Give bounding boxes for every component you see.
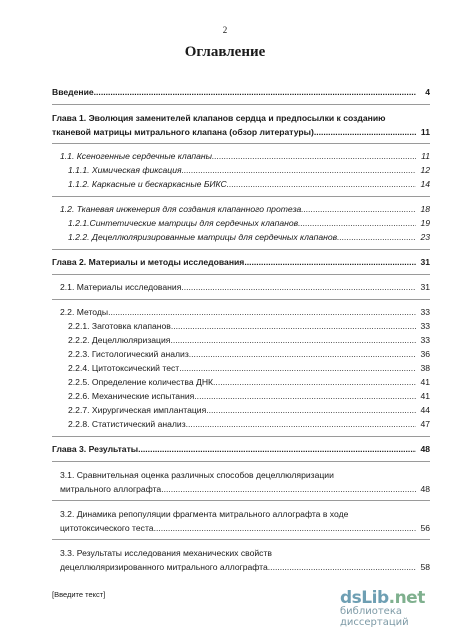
toc-page-number: 31	[420, 282, 430, 292]
toc-page-number: 12	[420, 165, 430, 175]
toc-leader-dots	[154, 521, 416, 535]
watermark-logo	[340, 588, 445, 628]
toc-page-number: 18	[420, 204, 430, 214]
toc-leader-dots	[189, 348, 416, 361]
toc-entry-text: 1.2. Тканевая инженерия для создания клапанного протеза	[60, 204, 302, 214]
toc-leader-dots	[182, 164, 416, 177]
toc-page-number: 48	[420, 444, 430, 454]
toc-page-number: 11	[421, 151, 430, 161]
toc-page-number: 33	[420, 335, 430, 345]
toc-entry[interactable]	[52, 256, 430, 270]
toc-entry[interactable]	[52, 418, 430, 432]
toc-leader-dots	[301, 203, 416, 216]
toc-entry[interactable]	[52, 376, 430, 390]
toc-entry[interactable]	[52, 468, 430, 496]
toc-leader-dots	[179, 362, 416, 375]
section-divider	[52, 196, 430, 197]
section-divider	[52, 104, 430, 105]
toc-page-number: 33	[420, 307, 430, 317]
toc-entry-text: 3.3. Результаты исследования механических свойств	[60, 548, 272, 558]
toc-page-number: 31	[420, 257, 430, 267]
toc-leader-dots	[337, 231, 416, 244]
toc-entry-text: 2.2.8. Статистический анализ	[68, 419, 186, 429]
section-divider	[52, 436, 430, 437]
toc-entry-text: Глава 3. Результаты	[52, 444, 139, 454]
toc-entry[interactable]	[52, 111, 430, 139]
toc-entry[interactable]	[52, 320, 430, 334]
toc-leader-dots	[170, 334, 416, 347]
toc-entry-text: 3.1. Сравнительная оценка различных способов децеллюляризации	[60, 470, 334, 480]
toc-page-number: 56	[420, 523, 430, 533]
watermark-subtitle: библиотека диссертаций	[340, 606, 409, 628]
toc-entry-text: 2.2.1. Заготовка клапанов	[68, 321, 171, 331]
toc-page-number: 33	[420, 321, 430, 331]
toc-page-number: 38	[420, 363, 430, 373]
section-divider	[52, 539, 430, 540]
toc-entry[interactable]	[52, 86, 430, 100]
toc-leader-dots	[161, 482, 416, 496]
toc-leader-dots	[268, 560, 416, 574]
toc-entry[interactable]	[52, 150, 430, 164]
toc-entry-text: 3.2. Динамика репопуляции фрагмента митрального аллографта в ходе	[60, 509, 349, 519]
toc-page-number: 36	[420, 349, 430, 359]
page-title: Оглавление	[184, 44, 266, 60]
toc-leader-dots	[212, 150, 416, 163]
toc-entry-text: 2.2.6. Механические испытания	[68, 391, 195, 401]
toc-entry-text-continued: тканевой матрицы митрального клапана (обзор литературы)	[52, 127, 314, 137]
toc-entry-text: 2.2.7. Хирургическая имплантация	[68, 405, 207, 415]
toc-leader-dots	[138, 443, 416, 456]
toc-leader-dots	[213, 376, 416, 389]
toc-entry-text: 1.2.2. Децеллюляризированные матрицы для сердечных клапанов	[68, 232, 338, 242]
toc-leader-dots	[186, 418, 416, 431]
toc-entry[interactable]	[52, 362, 430, 376]
toc-entry-text: Введение	[52, 87, 94, 97]
footer-placeholder: [Введите текст]	[52, 590, 106, 599]
toc-leader-dots	[244, 256, 416, 269]
toc-page-number: 44	[420, 405, 430, 415]
toc-page-number: 14	[420, 179, 430, 189]
section-divider	[52, 461, 430, 462]
toc-entry[interactable]	[52, 203, 430, 217]
toc-entry[interactable]	[52, 348, 430, 362]
toc-entry[interactable]	[52, 217, 430, 231]
page-number: 2	[222, 25, 228, 35]
toc-entry-text: 2.2.2. Децеллюляризация	[68, 335, 171, 345]
toc-entry-text: 2.2.5. Определение количества ДНК	[68, 377, 214, 387]
toc-entry[interactable]	[52, 390, 430, 404]
toc-leader-dots	[206, 404, 416, 417]
watermark-logo-text: dsLib.net	[340, 588, 425, 608]
section-divider	[52, 299, 430, 300]
toc-page-number: 41	[420, 391, 430, 401]
section-divider	[52, 249, 430, 250]
toc-entry[interactable]	[52, 334, 430, 348]
toc-page-number: 58	[420, 562, 430, 572]
toc-leader-dots	[194, 390, 416, 403]
toc-entry[interactable]	[52, 281, 430, 295]
toc-entry[interactable]	[52, 231, 430, 245]
toc-entry[interactable]	[52, 546, 430, 574]
toc-page-number: 11	[420, 127, 430, 137]
toc-entry-text: 1.1.2. Каркасные и бескаркасные БИКС	[68, 179, 227, 189]
toc-page-number: 48	[420, 484, 430, 494]
toc-entry-text: 2.2.4. Цитотоксический тест	[68, 363, 180, 373]
toc-entry[interactable]	[52, 306, 430, 320]
toc-page-number: 41	[420, 377, 430, 387]
toc-entry-text: 1.1.1. Химическая фиксация	[68, 165, 182, 175]
toc-entry-text-continued: митрального аллографта	[60, 484, 162, 494]
toc-page-number: 23	[420, 232, 430, 242]
toc-entry-text: Глава 1. Эволюция заменителей клапанов сердца и предпосылки к созданию	[52, 113, 386, 123]
toc-leader-dots	[171, 320, 416, 333]
section-divider	[52, 143, 430, 144]
toc-entry[interactable]	[52, 404, 430, 418]
toc-page-number: 4	[425, 87, 430, 97]
toc-entry-text: 2.2. Методы	[60, 307, 109, 317]
toc-entry[interactable]	[52, 443, 430, 457]
section-divider	[52, 500, 430, 501]
section-divider	[52, 274, 430, 275]
toc-leader-dots	[108, 306, 416, 319]
toc-entry-text: 2.2.3. Гистологический анализ	[68, 349, 189, 359]
toc-entry[interactable]	[52, 178, 430, 192]
toc-entry[interactable]	[52, 164, 430, 178]
toc-entry-text: Глава 2. Материалы и методы исследования	[52, 257, 245, 267]
toc-entry-text: 2.1. Материалы исследования	[60, 282, 182, 292]
toc-entry-text-continued: цитотоксического теста	[60, 523, 154, 533]
toc-leader-dots	[227, 178, 416, 191]
toc-entry-text-continued: децеллюляризированного митрального аллографта	[60, 562, 268, 572]
toc-leader-dots	[298, 217, 416, 230]
toc-page-number: 47	[420, 419, 430, 429]
table-of-contents	[52, 86, 430, 574]
toc-page-number: 19	[420, 218, 430, 228]
toc-entry[interactable]	[52, 507, 430, 535]
toc-leader-dots	[181, 281, 416, 294]
toc-leader-dots	[314, 125, 416, 139]
toc-leader-dots	[94, 86, 416, 99]
toc-entry-text: 1.1. Ксеногенные сердечные клапаны	[60, 151, 212, 161]
toc-entry-text: 1.2.1.Синтетические матрицы для сердечных клапанов	[68, 218, 299, 228]
